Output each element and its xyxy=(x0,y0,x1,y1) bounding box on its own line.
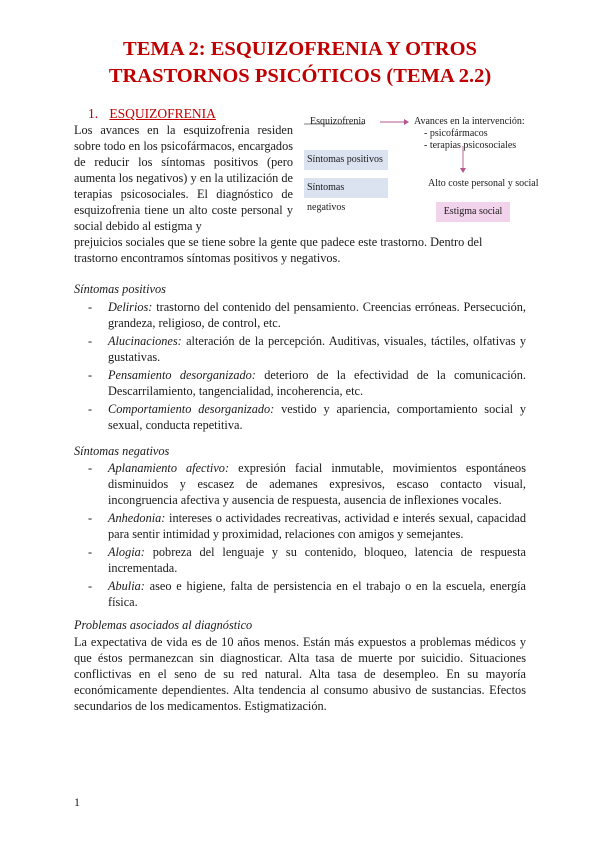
section-title: ESQUIZOFRENIA xyxy=(109,106,216,121)
item-term: Pensamiento desorganizado: xyxy=(108,368,256,382)
diagram-box-negativos: Síntomas negativos xyxy=(304,178,388,198)
item-term: Comportamiento desorganizado: xyxy=(108,402,275,416)
item-text: aseo e higiene, falta de persistencia en el trabajo o en la escuela, energía física. xyxy=(108,579,526,609)
title-line-2: TRASTORNOS PSICÓTICOS (TEMA 2.2) xyxy=(108,65,492,87)
concept-diagram xyxy=(300,112,540,230)
problems-paragraph: La expectativa de vida es de 10 años menos. Están más expuestos a problemas médicos y que éstos permanezcan sin diagnosticar. Alta tasa de muerte por suicidio. Situaciones conflictivas en el seno de su red natural. Alta tasa de desempleo. En su mayoría económicamente dependientes. Alta tendencia al consumo abusivo de sustancias. Efectos secundarios de los medicamentos. Estigmatización. xyxy=(74,635,526,713)
positive-symptoms-heading: Síntomas positivos xyxy=(74,282,166,296)
negative-symptoms-list xyxy=(74,460,526,612)
list-item: - Aplanamiento afectivo: expresión facial inmutable, movimientos espontáneos disminuidos y escasez de ademanes expresivos, escaso contacto visual, incongruencia afectiva y ausencia de respuesta, ausencia de inflexiones vocales. xyxy=(88,461,526,507)
arrowhead-right xyxy=(404,119,409,125)
item-text: pobreza del lenguaje y su contenido, bloqueo, latencia de respuesta incrementada. xyxy=(108,545,526,575)
list-item: - Pensamiento desorganizado: deterioro de la efectividad de la comunicación. Descarrilamiento, tangencialidad, incoherencia, etc. xyxy=(88,368,526,398)
item-text: intereses o actividades recreativas, actividad e interés sexual, capacidad para sentir intimidad y proximidad, relaciones con amigos y semejantes. xyxy=(108,511,526,541)
list-item: - Comportamiento desorganizado: vestido y apariencia, comportamiento social y sexual, conducta repetitiva. xyxy=(88,402,526,432)
diagram-box-positivos: Síntomas positivos xyxy=(304,150,388,170)
item-term: Alogia: xyxy=(108,545,145,559)
item-term: Abulia: xyxy=(108,579,145,593)
item-term: Delirios: xyxy=(108,300,153,314)
positive-symptoms-list xyxy=(74,299,526,435)
item-text: deterioro de la efectividad de la comunicación. Descarrilamiento, tangencialidad, incoherencia, etc. xyxy=(108,368,526,398)
item-term: Aplanamiento afectivo: xyxy=(108,461,230,475)
diagram-avances-title: Avances en la intervención: xyxy=(414,116,525,127)
diagram-avances-item-1: - psicofármacos xyxy=(424,128,488,139)
intro-paragraph-continued: prejuicios sociales que se tiene sobre la gente que padece este trastorno. Dentro del trastorno encontramos síntomas positivos y negativos. xyxy=(74,235,483,265)
list-item: - Alucinaciones: alteración de la percepción. Auditivas, visuales, táctiles, olfativas y gustativas. xyxy=(88,334,526,364)
item-term: Alucinaciones: xyxy=(108,334,182,348)
list-item: - Alogia: pobreza del lenguaje y su contenido, bloqueo, latencia de respuesta incrementada. xyxy=(88,545,526,575)
item-term: Anhedonia: xyxy=(108,511,166,525)
diagram-root: Esquizofrenia xyxy=(310,116,366,127)
section-heading xyxy=(88,106,216,122)
document-title xyxy=(40,36,560,90)
item-text: alteración de la percepción. Auditivas, visuales, táctiles, olfativas y gustativas. xyxy=(108,334,526,364)
section-number: 1. xyxy=(88,106,99,121)
item-text: trastorno del contenido del pensamiento. Creencias erróneas. Persecución, grandeza, religioso, de control, etc. xyxy=(108,300,526,330)
arrowhead-down xyxy=(460,168,466,173)
list-item: - Abulia: aseo e higiene, falta de persistencia en el trabajo o en la escuela, energía física. xyxy=(88,579,526,609)
problems-heading: Problemas asociados al diagnóstico xyxy=(74,618,253,632)
negative-symptoms-heading: Síntomas negativos xyxy=(74,444,170,458)
title-line-1: TEMA 2: ESQUIZOFRENIA Y OTROS xyxy=(123,38,477,60)
list-item: - Delirios: trastorno del contenido del pensamiento. Creencias erróneas. Persecución, grandeza, religioso, de control, etc. xyxy=(88,300,526,330)
list-item: - Anhedonia: intereses o actividades recreativas, actividad e interés sexual, capacidad para sentir intimidad y proximidad, relaciones con amigos y semejantes. xyxy=(88,511,526,541)
item-text: expresión facial inmutable, movimientos espontáneos disminuidos y escasez de ademanes expresivos, escaso contacto visual, incongruencia afectiva y ausencia de respuesta, ausencia de inflexiones vocales. xyxy=(108,461,526,507)
diagram-alto-coste: Alto coste personal y social xyxy=(428,178,539,189)
page-number: 1 xyxy=(74,795,80,809)
diagram-box-estigma: Estigma social xyxy=(436,202,510,222)
item-text: vestido y apariencia, comportamiento social y sexual, conducta repetitiva. xyxy=(108,402,526,432)
intro-paragraph: Los avances en la esquizofrenia residen sobre todo en los psicofármacos, encargados de reducir los síntomas positivos (pero aumenta los negativos) y en la utilización de terapias psicosociales. El diagnóstico de esquizofrenia tiene un alto coste personal y social debido al estigma y xyxy=(74,123,294,233)
diagram-avances-item-2: - terapias psicosociales xyxy=(424,140,517,151)
